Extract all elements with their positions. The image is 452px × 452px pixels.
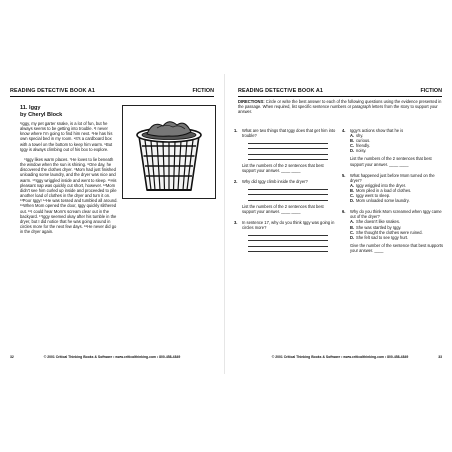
option-letter: B. (350, 138, 355, 144)
answer-line[interactable] (248, 195, 328, 201)
left-page-header (10, 88, 214, 97)
option-letter: B. (350, 224, 355, 230)
option-letter: C. (350, 143, 355, 149)
story-body (20, 121, 118, 239)
answer-options (350, 219, 444, 239)
question-followup: List the numbers of the 2 sentences that best support your answer. ____ ____ (242, 203, 324, 215)
option-letter: D. (350, 148, 355, 154)
story-title: 11. Iggy (20, 105, 41, 111)
option-text: Iggy wriggled into the dryer. (356, 182, 407, 188)
option-letter: B. (350, 187, 355, 193)
directions-text: Circle or write the best answer to each of the following questions using the evidence presented in the passage. When required, list specific sentence numbers or paragraph letters from the story to support your answer. (238, 99, 442, 115)
story-paragraph: ¹Iggy, my pet garter snake, is a lot of fun, but he always seems to be getting into trouble. ²I never know where I'm going to find him next. ³He has his own special bed in my room. ⁴It's a cardboard box with a towel on the bottom to keep him warm. ⁵But Iggy is always climbing out of his box to explore. (20, 121, 113, 152)
header-genre: FICTION (420, 88, 442, 94)
directions-label: DIRECTIONS: (238, 99, 265, 104)
book-gutter (224, 74, 225, 374)
header-genre: FICTION (192, 88, 214, 94)
answer-line[interactable] (248, 247, 328, 253)
question-text: What are two things that Iggy does that get him into trouble? (242, 128, 336, 139)
question-text: What happened just before Mom turned on the dryer? (350, 172, 435, 183)
answer-options (350, 133, 444, 153)
story-author: by Cheryl Block (20, 112, 63, 118)
question-followup: Give the number of the sentence that best supports your answer. ____ (350, 242, 444, 253)
question-text: Why do you think Mom screamed when Iggy came out of the dryer? (350, 209, 442, 220)
page-number: 32 (10, 355, 14, 359)
option-letter: D. (350, 234, 355, 240)
answer-option[interactable] (350, 198, 444, 203)
option-text: curious. (356, 138, 371, 144)
question-5 (342, 173, 444, 204)
question-1 (234, 128, 336, 173)
answer-line[interactable] (248, 155, 328, 161)
option-text: She felt sad to see Iggy hurt. (356, 234, 409, 240)
right-page (228, 74, 448, 374)
question-number: 5. (342, 172, 346, 178)
right-page-header (238, 88, 442, 97)
laundry-basket-icon (123, 106, 215, 198)
option-letter: D. (350, 198, 355, 204)
option-text: She was startled by Iggy. (356, 224, 402, 230)
question-number: 6. (342, 209, 346, 215)
option-letter: A. (350, 219, 355, 225)
answer-options (350, 183, 444, 203)
option-letter: C. (350, 193, 355, 199)
option-text: Iggy went to sleep. (356, 193, 391, 199)
question-4 (342, 128, 444, 167)
left-page (0, 74, 220, 374)
questions-column-left (234, 128, 336, 258)
question-text: Iggy's actions show that he is (350, 128, 404, 133)
copyright-line: © 2001 Critical Thinking Books & Software • www.criticalthinking.com • 800-458-4849 (271, 355, 409, 359)
question-followup: List the numbers of the 2 sentences that best support your answer. ____ ____ (350, 156, 432, 167)
copyright-line: © 2001 Critical Thinking Books & Software • www.criticalthinking.com • 800-458-4849 (43, 355, 181, 359)
story-paragraph: ⁶Iggy likes warm places. ⁷He loves to lie beneath the window when the sun is shining. ⁸One day, he discovered the clothes dryer. ⁹Mom had just finished unloading some laundry, and the dryer was nice and warm. ¹⁰Iggy wriggled inside and went to sleep. ¹¹His pleasant nap was quickly cut short, however. ¹²Mom didn't see him curled up inside and proceeded to pile another load of clothes in the dryer and turn it on. ¹³Poor Iggy! ¹⁴He was tossed and tumbled all around. ¹⁵When Mom opened the door, Iggy quickly slithered out. ¹⁶I could hear Mom's scream clear out in the backyard. ¹⁷Iggy seemed okay after his tumble in the dryer, but I did notice that he was going around in circles more for the next few days. ¹⁸He never did go in the dryer again. (20, 156, 118, 235)
page-number: 33 (438, 355, 442, 359)
option-text: friendly. (356, 143, 371, 149)
option-text: shy. (356, 133, 364, 139)
question-text: In sentence 17, why do you think Iggy was going in circles more? (242, 220, 335, 231)
question-number: 4. (342, 128, 346, 133)
questions-column-right (342, 128, 444, 259)
option-letter: A. (350, 133, 355, 139)
book-spread (0, 74, 452, 374)
laundry-basket-illustration (122, 105, 216, 199)
option-text: She doesn't like snakes. (356, 219, 401, 225)
header-book-title: READING DETECTIVE BOOK A1 (10, 88, 95, 94)
option-letter: A. (350, 182, 355, 188)
question-number: 3. (234, 220, 238, 226)
question-2 (234, 179, 336, 214)
option-text: She thought the clothes were ruined. (356, 229, 423, 235)
option-text: Mom unloaded some laundry. (356, 198, 410, 204)
answer-option[interactable] (350, 148, 444, 153)
question-number: 1. (234, 128, 238, 133)
option-text: noisy. (356, 148, 367, 154)
question-text: Why did Iggy climb inside the dryer? (242, 179, 308, 185)
question-6 (342, 209, 444, 253)
question-followup: List the numbers of the 2 sentences that best support your answer. ____ ____ (242, 163, 324, 174)
option-text: Mom piled in a load of clothes. (356, 187, 412, 193)
option-letter: C. (350, 229, 355, 235)
question-3 (234, 220, 336, 252)
header-book-title: READING DETECTIVE BOOK A1 (238, 88, 323, 94)
question-number: 2. (234, 179, 238, 185)
answer-option[interactable] (350, 235, 444, 240)
directions (238, 99, 446, 114)
